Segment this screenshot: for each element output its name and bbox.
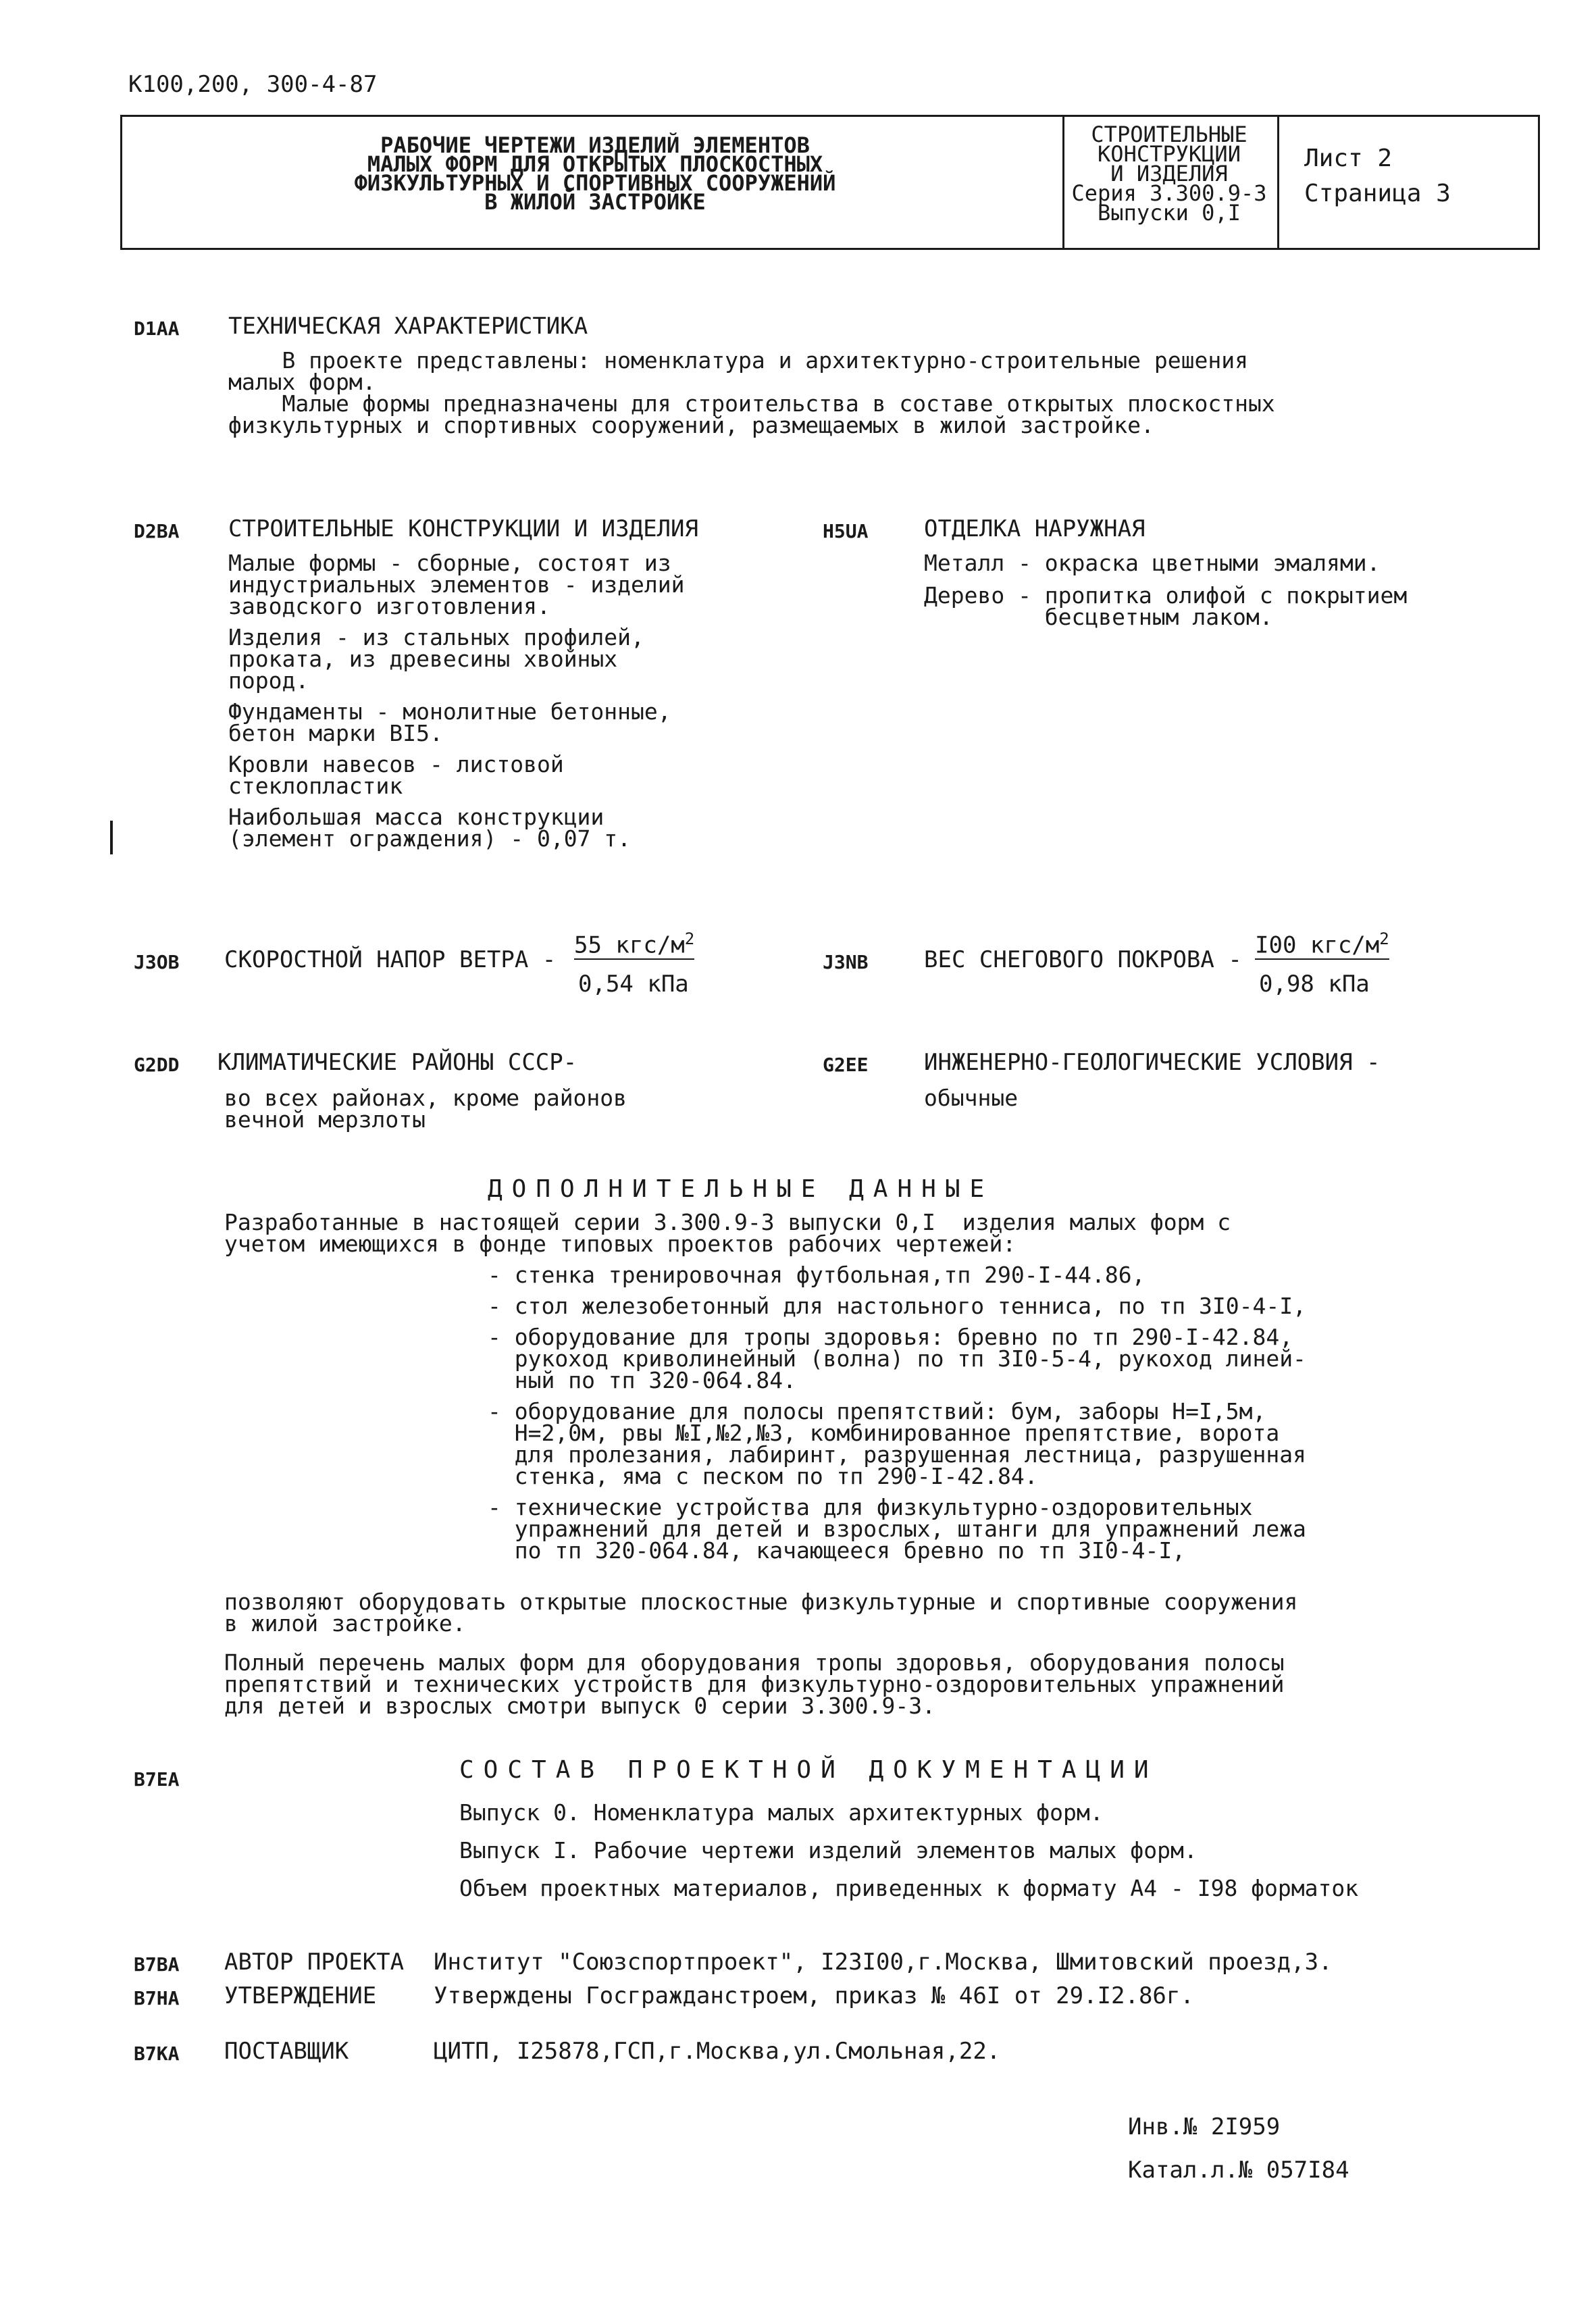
inventory-number: Инв.№ 2I959: [1128, 2113, 1281, 2140]
wind-label: СКОРОСТНОЙ НАПОР ВЕТРА -: [224, 946, 557, 973]
category-line: КОНСТРУКЦИИ: [1098, 141, 1241, 167]
list-item-line: - технические устройства для физкультурно-оздоровительных: [488, 1494, 1253, 1520]
title-block: [120, 115, 1540, 250]
title-lines: [163, 132, 1027, 215]
text-line: бесцветным лаком.: [924, 604, 1273, 630]
geo-value: обычные: [924, 1085, 1019, 1111]
list-item-line: упражнений для детей и взрослых, штанги для упражнений лежа: [488, 1516, 1306, 1542]
snow-value-kpa: 0,98 кПа: [1259, 971, 1370, 998]
approval-label: УТВЕРЖДЕНИЕ: [224, 1982, 377, 2009]
text-line: индустриальных элементов - изделий: [228, 571, 685, 598]
tech-description: [228, 347, 1275, 438]
constructions-description: [228, 552, 685, 859]
catalog-number: Катал.л.№ 057I84: [1128, 2157, 1349, 2184]
category-line: И ИЗДЕЛИЯ: [1110, 161, 1228, 186]
approval-value: Утверждены Госгражданстроем, приказ № 46I от 29.I2.86г.: [434, 1982, 1194, 2009]
text-line: Дерево - пропитка олифой с покрытием: [924, 582, 1408, 609]
text-line: учетом имеющихся в фонде типовых проектов рабочих чертежей:: [224, 1231, 1016, 1257]
text-line: препятствий и технических устройств для физкультурно-оздоровительных упражнений: [224, 1671, 1285, 1697]
text-line: Малые формы предназначены для строительства в составе открытых плоскостных: [228, 390, 1275, 417]
list-item-line: - оборудование для тропы здоровья: бревно по тп 290-I-42.84,: [488, 1324, 1293, 1350]
additional-note: [224, 1649, 1285, 1719]
snow-value-kgs: I00 кгс/$м^2$: [1255, 929, 1389, 959]
category-block: [1068, 122, 1270, 226]
title-line: ФИЗКУЛЬТУРНЫХ И СПОРТИВНЫХ СООРУЖЕНИЙ: [354, 170, 836, 196]
section-code-finish: H5UA: [823, 520, 869, 542]
page-number: Страница 3: [1304, 180, 1451, 207]
composition-line: Выпуск I. Рабочие чертежи изделий элементов малых форм.: [459, 1837, 1198, 1863]
text-line: позволяют оборудовать открытые плоскостные физкультурные и спортивные сооружения: [224, 1589, 1298, 1615]
text-line: (элемент ограждения) - 0,07 т.: [228, 825, 632, 852]
text-line: для детей и взрослых смотри выпуск 0 серии 3.300.9-3.: [224, 1693, 935, 1719]
additional-title: ДОПОЛНИТЕЛЬНЫЕ ДАННЫЕ: [488, 1175, 994, 1203]
title-line: РАБОЧИЕ ЧЕРТЕЖИ ИЗДЕЛИЙ ЭЛЕМЕНТОВ: [380, 132, 810, 158]
text-line: бетон марки BI5.: [228, 720, 443, 746]
wind-value-kgs: 55 кгс/$м^2$: [574, 929, 695, 959]
wind-value-kpa: 0,54 кПа: [578, 971, 689, 998]
section-code-supplier: B7KA: [134, 2042, 180, 2065]
title-line: В ЖИЛОЙ ЗАСТРОЙКЕ: [484, 189, 706, 215]
author-value: Институт "Союзспортпроект", I23I00,г.Москва, Шмитовский проезд,3.: [434, 1949, 1333, 1976]
text-line: стеклопластик: [228, 773, 403, 799]
text-line: Кровли навесов - листовой: [228, 751, 564, 777]
section-code-tech: D1AA: [134, 317, 180, 340]
text-line: Изделия - из стальных профилей,: [228, 624, 644, 650]
margin-mark: [110, 821, 113, 854]
title-line: МАЛЫХ ФОРМ ДЛЯ ОТКРЫТЫХ ПЛОСКОСТНЫХ: [367, 151, 823, 177]
section-code-constructions: D2BA: [134, 520, 180, 542]
geo-title: ИНЖЕНЕРНО-ГЕОЛОГИЧЕСКИЕ УСЛОВИЯ -: [924, 1049, 1381, 1076]
additional-closing: [224, 1591, 1297, 1635]
list-item-line: по тп 320-064.84, качающееся бревно по тп 3I0-4-I,: [488, 1537, 1186, 1564]
list-item-line: - стол железобетонный для настольного тенниса, по тп 3I0-4-I,: [488, 1293, 1306, 1319]
supplier-value: ЦИТП, I25878,ГСП,г.Москва,ул.Смольная,22.: [434, 2038, 1001, 2065]
additional-intro: [224, 1209, 1231, 1257]
text-line: вечной мерзлоты: [224, 1106, 426, 1133]
list-item-line: рукоход криволинейный (волна) по тп 3I0-5-4, рукоход линей-: [488, 1345, 1306, 1372]
text-line: физкультурных и спортивных сооружений, размещаемых в жилой застройке.: [228, 412, 1154, 438]
text-line: Разработанные в настоящей серии 3.300.9-3 выпуски 0,I изделия малых форм с: [224, 1209, 1231, 1235]
text-line: во всех районах, кроме районов: [224, 1085, 627, 1111]
composition-line: Выпуск 0. Номенклатура малых архитектурных форм.: [459, 1799, 1104, 1826]
section-code-author: B7BA: [134, 1953, 180, 1976]
text-line: Фундаменты - монолитные бетонные,: [228, 698, 671, 725]
list-item-line: - оборудование для полосы препятствий: бум, заборы H=I,5м,: [488, 1398, 1266, 1424]
climate-title: КЛИМАТИЧЕСКИЕ РАЙОНЫ СССР-: [217, 1049, 577, 1076]
climate-description: [224, 1087, 627, 1131]
section-title-tech: ТЕХНИЧЕСКАЯ ХАРАКТЕРИСТИКА: [228, 313, 588, 340]
author-label: АВТОР ПРОЕКТА: [224, 1949, 405, 1976]
text-line: В проекте представлены: номенклатура и архитектурно-строительные решения: [228, 347, 1248, 374]
section-title-finish: ОТДЕЛКА НАРУЖНАЯ: [924, 515, 1145, 542]
composition-title: СОСТАВ ПРОЕКТНОЙ ДОКУМЕНТАЦИИ: [459, 1756, 1158, 1784]
text-line: пород.: [228, 667, 309, 694]
document-code: К100,200, 300-4-87: [128, 71, 378, 98]
supplier-label: ПОСТАВЩИК: [224, 2038, 349, 2065]
list-item-line: ный по тп 320-064.84.: [488, 1367, 796, 1393]
list-item-line: - стенка тренировочная футбольная,тп 290-I-44.86,: [488, 1262, 1145, 1288]
text-line: Малые формы - сборные, состоят из: [228, 550, 671, 576]
category-line: Выпуски 0,I: [1098, 200, 1241, 226]
text-line: в жилой застройке.: [224, 1610, 466, 1637]
text-line: Наибольшая масса конструкции: [228, 804, 604, 830]
text-line: проката, из древесины хвойных: [228, 646, 618, 672]
composition-line: Объем проектных материалов, приведенных к формату А4 - I98 форматок: [459, 1875, 1359, 1901]
text-line: заводского изготовления.: [228, 593, 550, 619]
category-line: СТРОИТЕЛЬНЫЕ: [1091, 122, 1247, 147]
text-line: малых форм.: [228, 369, 376, 395]
category-line: Серия 3.300.9-3: [1071, 180, 1267, 206]
list-item-line: для пролезания, лабиринт, разрушенная лестница, разрушенная: [488, 1441, 1306, 1468]
section-code-climate: G2DD: [134, 1054, 180, 1076]
text-line: Полный перечень малых форм для оборудования тропы здоровья, оборудования полосы: [224, 1649, 1285, 1676]
finish-description: [924, 552, 1407, 628]
section-code-snow: J3NB: [823, 951, 869, 973]
section-code-approval: B7HA: [134, 1987, 180, 2009]
text-line: Металл - окраска цветными эмалями.: [924, 550, 1381, 576]
snow-label: ВЕС СНЕГОВОГО ПОКРОВА -: [924, 946, 1242, 973]
additional-items: [488, 1264, 1306, 1571]
section-code-wind: J3OB: [134, 951, 180, 973]
section-code-composition: B7EA: [134, 1768, 180, 1791]
section-title-constructions: СТРОИТЕЛЬНЫЕ КОНСТРУКЦИИ И ИЗДЕЛИЯ: [228, 515, 698, 542]
list-item-line: H=2,0м, рвы №I,№2,№3, комбинированное препятствие, ворота: [488, 1420, 1280, 1446]
list-item-line: стенка, яма с песком по тп 290-I-42.84.: [488, 1463, 1038, 1489]
section-code-geo: G2EE: [823, 1054, 869, 1076]
sheet-number: Лист 2: [1304, 145, 1393, 172]
composition-list: [459, 1794, 1358, 1907]
